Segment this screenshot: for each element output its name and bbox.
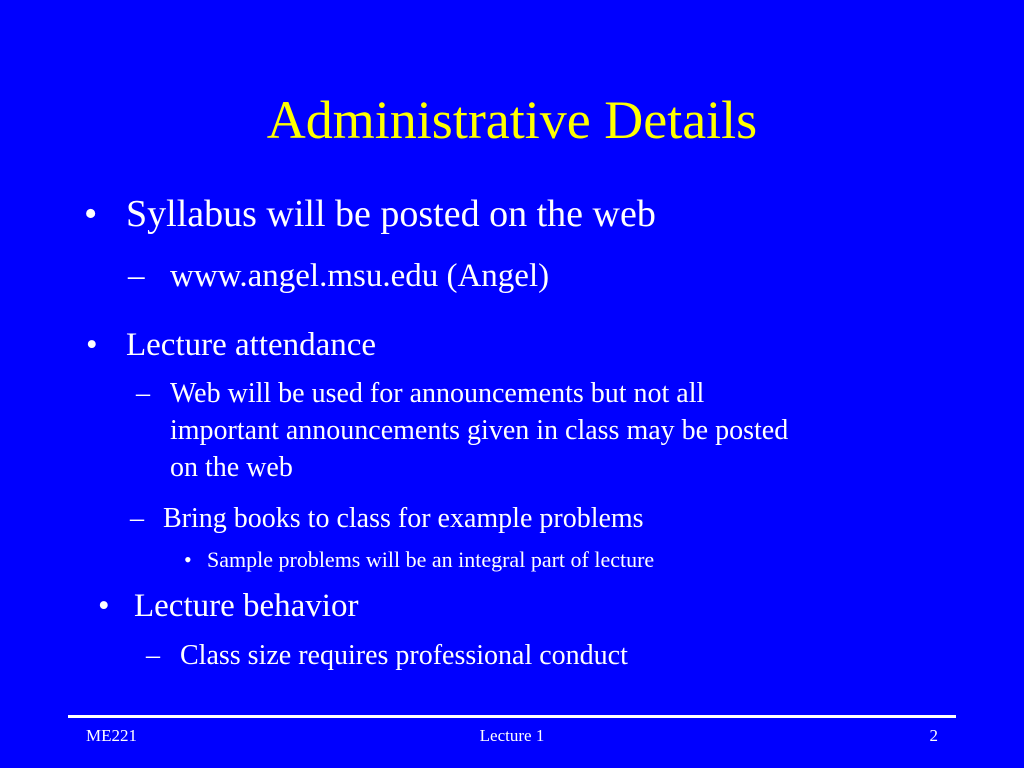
subitem-angel-url: www.angel.msu.edu (Angel): [170, 258, 550, 294]
footer-page-number: 2: [929, 726, 938, 745]
footer-divider: [68, 715, 956, 718]
bullet-marker: •: [98, 588, 110, 624]
subitem-web-announcements-line3: on the web: [170, 452, 293, 483]
footer-course: ME221: [86, 726, 137, 745]
dash-marker: –: [130, 503, 144, 534]
slide-title: Administrative Details: [266, 90, 758, 150]
subitem-professional-conduct: Class size requires professional conduct: [180, 640, 628, 671]
dash-marker: –: [128, 258, 145, 294]
bullet-item-behavior: Lecture behavior: [134, 588, 359, 624]
subitem-bring-books: Bring books to class for example problems: [163, 503, 644, 534]
dash-marker: –: [146, 640, 160, 671]
bullet-item-syllabus: Syllabus will be posted on the web: [126, 193, 656, 235]
bullet-item-attendance: Lecture attendance: [126, 327, 377, 363]
subsubitem-sample-problems: Sample problems will be an integral part of lecture: [207, 547, 655, 572]
bullet-marker: •: [184, 547, 192, 572]
footer-lecture: Lecture 1: [479, 726, 545, 745]
bullet-marker: •: [84, 193, 98, 235]
subitem-web-announcements-line2: important announcements given in class may be posted: [170, 415, 789, 446]
dash-marker: –: [136, 378, 150, 409]
subitem-web-announcements-line1: Web will be used for announcements but not all: [170, 378, 705, 409]
bullet-marker: •: [86, 327, 98, 363]
